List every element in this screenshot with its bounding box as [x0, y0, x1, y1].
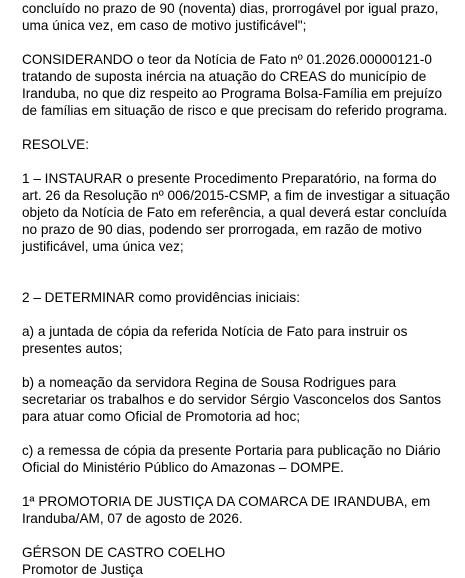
signature-block: [22, 544, 450, 578]
text-line: uma única vez, em caso de motivo justificável";: [22, 18, 307, 33]
text-line: no prazo de 90 dias, podendo ser prorrogada, em razão de motivo: [22, 222, 422, 237]
document-page: [22, 0, 450, 578]
text-line: de famílias em situação de risco e que precisam do referido programa.: [22, 103, 448, 118]
text-line: objeto da Notícia de Fato em referência, a qual deverá estar concluída: [22, 205, 447, 220]
signatory-title: Promotor de Justiça: [22, 562, 143, 577]
text-line: RESOLVE:: [22, 137, 89, 152]
paragraph-item-1-instaurar: [22, 170, 450, 255]
paragraph-item-2-determinar: [22, 289, 450, 306]
text-line: CONSIDERANDO o teor da Notícia de Fato nº 01.2026.00000121-0: [22, 52, 432, 67]
text-line: tratando de suposta inércia na atuação do CREAS do município de: [22, 69, 427, 84]
text-line: justificável, uma única vez;: [22, 239, 184, 254]
text-line: presentes autos;: [22, 341, 123, 356]
text-line: b) a nomeação da servidora Regina de Sousa Rodrigues para: [22, 375, 397, 390]
text-line: c) a remessa de cópia da presente Portaria para publicação no Diário: [22, 443, 441, 458]
paragraph-item-a: [22, 323, 450, 357]
text-line: 1ª PROMOTORIA DE JUSTIÇA DA COMARCA DE IRANDUBA, em: [22, 494, 431, 509]
paragraph-considerando: [22, 51, 450, 119]
paragraph-resolve: [22, 136, 450, 153]
paragraph-item-c: [22, 442, 450, 476]
text-line: a) a juntada de cópia da referida Notícia de Fato para instruir os: [22, 324, 408, 339]
text-line: para atuar como Oficial de Promotoria ad hoc;: [22, 409, 301, 424]
text-line: 1 – INSTAURAR o presente Procedimento Preparatório, na forma do: [22, 171, 437, 186]
text-line: Iranduba, no que diz respeito ao Programa Bolsa-Família em prejuízo: [22, 86, 443, 101]
text-line: art. 26 da Resolução nº 006/2015-CSMP, a fim de investigar a situação: [22, 188, 450, 203]
paragraph-deadline-continuation: [22, 0, 450, 34]
paragraph-item-b: [22, 374, 450, 425]
paragraph-place-date: [22, 493, 450, 527]
text-line: concluído no prazo de 90 (noventa) dias, prorrogável por igual prazo,: [22, 1, 439, 16]
text-line: Iranduba/AM, 07 de agosto de 2026.: [22, 511, 243, 526]
text-line: secretariar os trabalhos e do servidor Sérgio Vasconcelos dos Santos: [22, 392, 442, 407]
text-line: 2 – DETERMINAR como providências iniciais:: [22, 290, 301, 305]
text-line: Oficial do Ministério Público do Amazonas – DOMPE.: [22, 460, 344, 475]
blank-line: [22, 272, 450, 289]
signatory-name: GÉRSON DE CASTRO COELHO: [22, 545, 226, 560]
